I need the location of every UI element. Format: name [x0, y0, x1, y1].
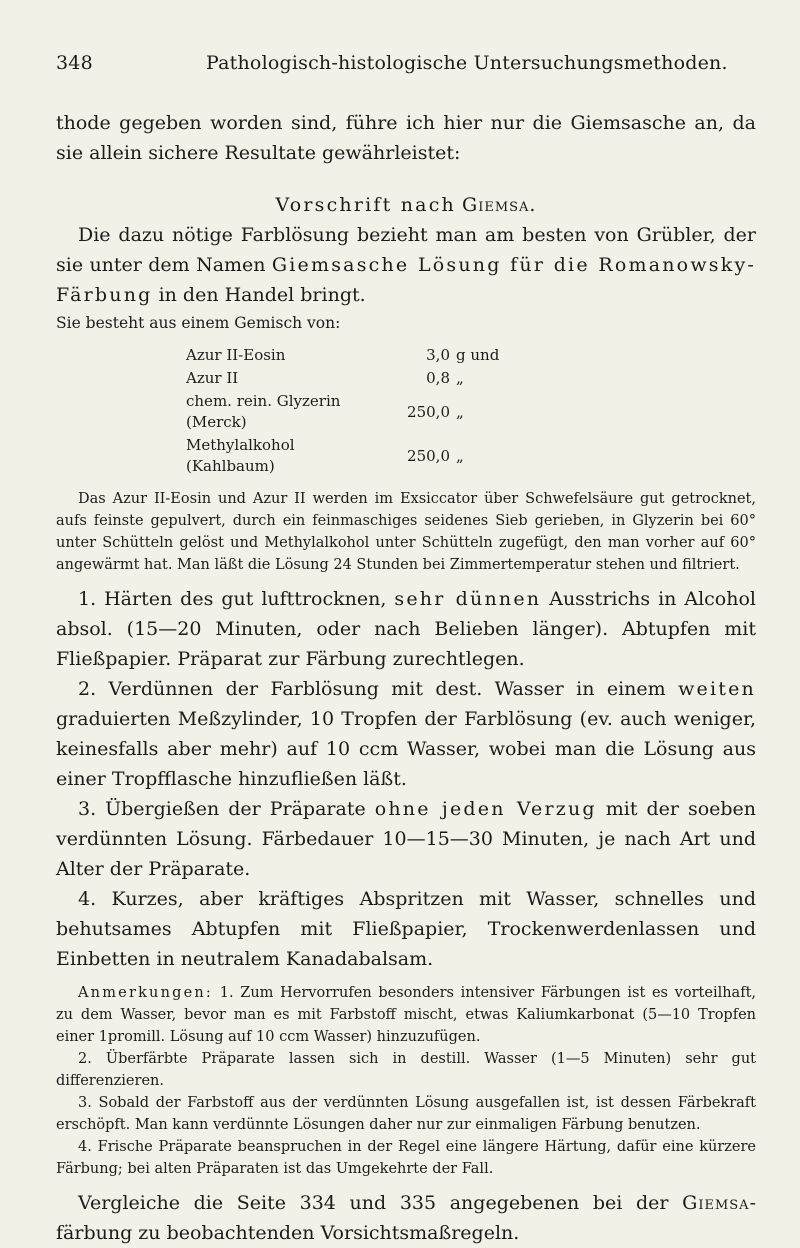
notes-section [56, 982, 756, 1180]
recipe-row [186, 434, 510, 478]
step-emphasis: weiten [678, 678, 756, 700]
recipe-unit: „ [456, 369, 464, 387]
heading-prefix: Vorschrift nach [275, 194, 456, 216]
supply-text-1: Die dazu nötige Farblösung bezieht man am besten von Grübler, der sie unter dem Namen [56, 224, 756, 276]
step-text: 2. Verdünnen der Farblösung mit dest. Wasser in einem [78, 678, 666, 700]
intro-paragraph: thode gegeben worden sind, führe ich hier nur die Giemsasche an, da sie allein sichere Resultate gewährleistet: [56, 112, 756, 164]
heading-name: Giemsa. [462, 194, 537, 216]
recipe-amount: 250,0 [407, 446, 450, 465]
note-item: 3. Sobald der Farbstoff aus der verdünnten Lösung ausgefallen ist, ist dessen Färbekraft erschöpft. Man kann verdünnte Lösungen daher nur zur einmaligen Färbung benutzen. [56, 1095, 756, 1133]
closing-name: Giemsa [682, 1192, 750, 1214]
supply-paragraph [56, 220, 756, 310]
steps-list [56, 584, 756, 974]
closing-text-2: -färbung zu beobachtenden Vorsichtsmaßregeln. [56, 1192, 756, 1244]
closing-paragraph [56, 1188, 756, 1248]
recipe-unit: „ [456, 402, 464, 421]
step-emphasis: ohne jeden Verzug [374, 798, 597, 820]
page-body [56, 108, 756, 1248]
step-text: 1. Härten des gut lufttrocknen, [78, 588, 387, 610]
supply-text-2: in den Handel bringt. [158, 284, 366, 306]
recipe-ingredient: Methylalkohol (Kahlbaum) [186, 436, 295, 475]
notes-label: Anmerkungen: [78, 985, 214, 1001]
prep-note: Das Azur II-Eosin und Azur II werden im Exsiccator über Schwefelsäure gut getrocknet, aufs feinste gepulvert, durch ein feinmaschiges seidenes Sieb gerieben, in Glyzerin bei 60° unter Schütteln gelöst und Methylalkohol unter Schütteln zugefügt, den man vorher auf 60° angewärmt hat. Man läßt die Lösung 24 Stunden bei Zimmertemperatur stehen und filtriert. [56, 491, 756, 573]
recipe-table [186, 344, 510, 478]
recipe-row [186, 390, 510, 434]
step-text: mit der soeben verdünnten Lösung. Färbedauer 10—15—30 Minuten, je nach Art und Alter der Präparate. [56, 798, 757, 880]
recipe-unit: g und [456, 346, 500, 364]
step-paragraph [56, 584, 756, 674]
recipe-ingredient: Azur II [186, 369, 239, 387]
recipe-intro: Sie besteht aus einem Gemisch von: [56, 314, 341, 332]
note-item: 4. Frische Präparate beanspruchen in der Regel eine längere Härtung, dafür eine kürzere Färbung; bei alten Präparaten ist das Umgekehrte der Fall. [56, 1139, 756, 1177]
step-emphasis: sehr dünnen [394, 588, 542, 610]
recipe-amount: 3,0 [426, 346, 450, 364]
note-item: 1. Zum Hervorrufen besonders intensiver Färbungen ist es vorteilhaft, zu dem Wasser, bevor man es mit Farbstoff mischt, etwas Kaliumkarbonat (5—10 Tropfen einer 1promill. Lösung auf 10 ccm Wasser) hinzuzufügen. [56, 985, 757, 1045]
step-text: graduierten Meßzylinder, 10 Tropfen der Farblösung (ev. auch weniger, keinesfalls aber mehr) auf 10 ccm Wasser, wobei man die Lösung aus einer Tropfflasche hinzufließen läßt. [56, 708, 756, 790]
step-text: Ausstrichs in Alcohol absol. (15—20 Minuten, oder nach Belieben länger). Abtupfen mit Fließpapier. Präparat zur Färbung zurechtlegen. [56, 588, 757, 670]
page-number: 348 [56, 52, 93, 74]
step-paragraph [56, 794, 756, 884]
running-title: Pathologisch-histologische Untersuchungsmethoden. [206, 52, 728, 74]
recipe-row [186, 367, 510, 390]
recipe-unit: „ [456, 446, 464, 465]
recipe-ingredient: Azur II-Eosin [186, 346, 286, 364]
step-text: 3. Übergießen der Präparate [78, 798, 366, 820]
step-paragraph [56, 884, 756, 974]
recipe-amount: 0,8 [426, 369, 450, 387]
recipe-amount: 250,0 [407, 402, 450, 421]
recipe-row [186, 344, 510, 367]
section-heading [56, 194, 756, 216]
recipe-ingredient: chem. rein. Glyzerin (Merck) [186, 392, 341, 431]
note-item: 2. Überfärbte Präparate lassen sich in destill. Wasser (1—5 Minuten) sehr gut differenzieren. [56, 1051, 756, 1089]
note-first [56, 982, 756, 1048]
step-paragraph [56, 674, 756, 794]
supply-product-name: Giemsasche Lösung für die Romanowsky-Färbung [56, 254, 757, 306]
closing-text-1: Vergleiche die Seite 334 und 335 angegebenen bei der [78, 1192, 669, 1214]
step-text: 4. Kurzes, aber kräftiges Abspritzen mit Wasser, schnelles und behutsames Abtupfen mit Fließpapier, Trockenwerdenlassen und Einbetten in neutralem Kanadabalsam. [56, 888, 756, 970]
